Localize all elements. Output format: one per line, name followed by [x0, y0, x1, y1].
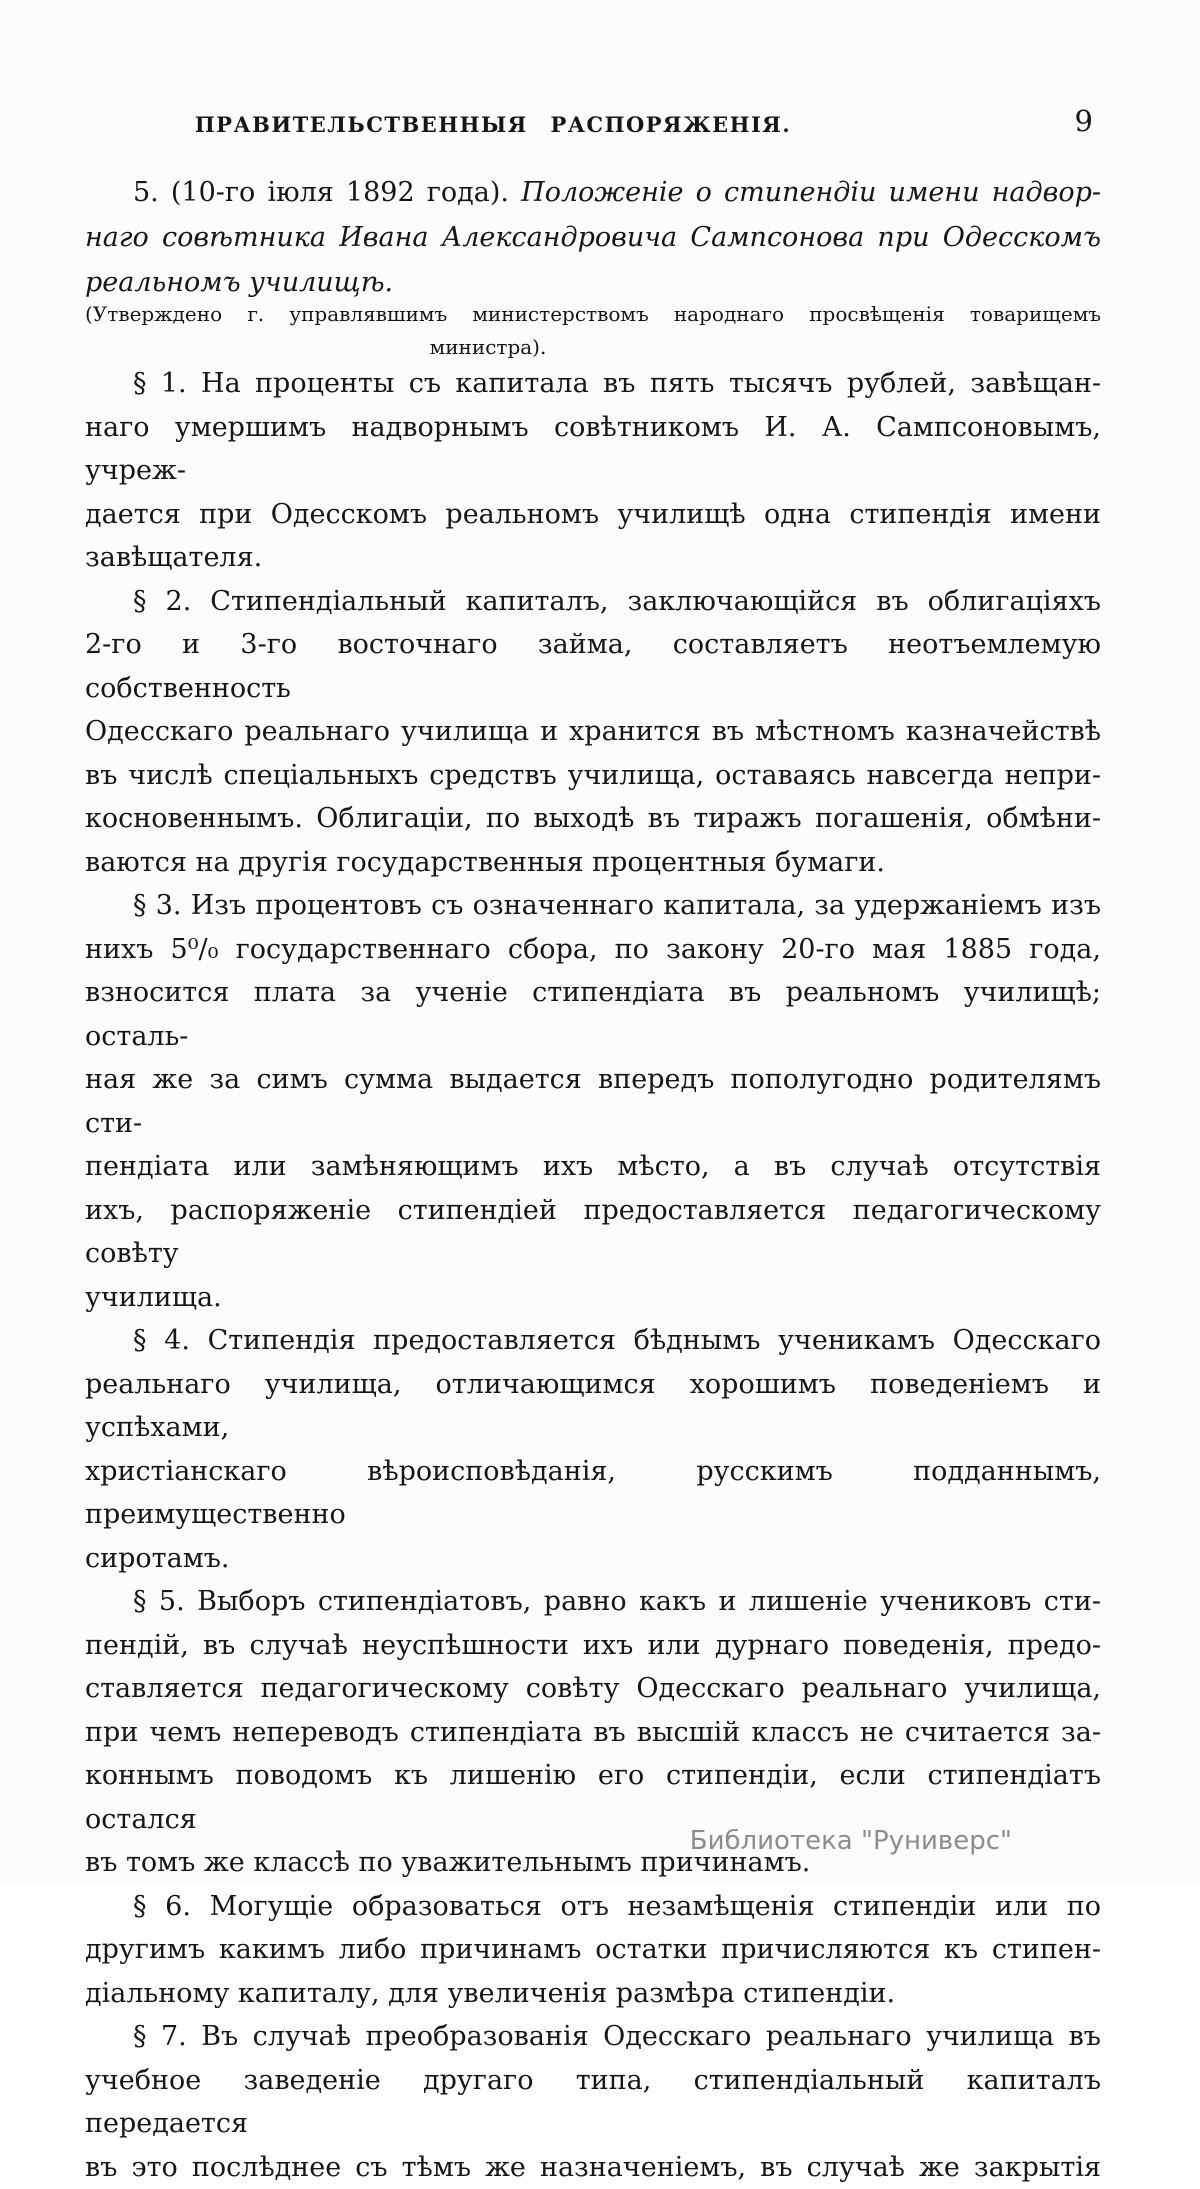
- text-line: дается при Одесскомъ реальномъ училищѣ одна стипендія имени: [85, 493, 1101, 537]
- text-line: реальнаго училища, отличающимся хорошимъ поведеніемъ и успѣхами,: [85, 1363, 1101, 1450]
- text-line: пендіата или замѣняющимъ ихъ мѣсто, а въ случаѣ отсутствія: [85, 1145, 1101, 1189]
- text-line: въ это послѣднее съ тѣмъ же назначеніемъ, въ случаѣ же закрытія: [85, 2146, 1101, 2189]
- text-line: § 1. На проценты съ капитала въ пять тысячъ рублей, завѣщан-: [85, 362, 1101, 406]
- section-paragraph-1: [85, 362, 1101, 580]
- text-line: наго умершимъ надворнымъ совѣтникомъ И. А. Сампсоновымъ, учреж-: [85, 406, 1101, 493]
- document-body: [85, 362, 1101, 2189]
- text-line: ваются на другія государственныя процентныя бумаги.: [85, 841, 1101, 885]
- heading-item-date: 5. (10-го іюля 1892 года).: [133, 177, 521, 208]
- running-header: [85, 110, 1101, 146]
- heading-line: реальномъ училищѣ.: [85, 260, 1101, 305]
- section-paragraph-2: [85, 580, 1101, 885]
- text-line: пендій, въ случаѣ неуспѣшности ихъ или дурнаго поведенія, предо-: [85, 1624, 1101, 1668]
- text-line: § 2. Стипендіальный капиталъ, заключающійся въ облигаціяхъ: [85, 580, 1101, 624]
- text-line: сиротамъ.: [85, 1537, 1101, 1581]
- text-line: нихъ 5⁰/₀ государственнаго сбора, по закону 20-го мая 1885 года,: [85, 928, 1101, 972]
- text-line: въ числѣ спеціальныхъ средствъ училища, оставаясь навсегда непри-: [85, 754, 1101, 798]
- heading-line: наго совѣтника Ивана Александровича Сампсонова при Одесскомъ: [85, 215, 1101, 260]
- text-line: ная же за симъ сумма выдается впередъ пополугодно родителямъ сти-: [85, 1058, 1101, 1145]
- text-line: косновеннымъ. Облигаціи, по выходѣ въ тиражъ погашенія, обмѣни-: [85, 797, 1101, 841]
- text-line: учебное заведеніе другаго типа, стипендіальный капиталъ передается: [85, 2059, 1101, 2146]
- text-line: § 6. Могущіе образоваться отъ незамѣщенія стипендіи или по: [85, 1885, 1101, 1929]
- text-line: Одесскаго реальнаго училища и хранится въ мѣстномъ казначействѣ: [85, 710, 1101, 754]
- text-line: § 7. Въ случаѣ преобразованія Одесскаго реальнаго училища въ: [85, 2015, 1101, 2059]
- text-line: ихъ, распоряженіе стипендіей предоставляется педагогическому совѣту: [85, 1189, 1101, 1276]
- text-line: христіанскаго вѣроисповѣданія, русскимъ подданнымъ, преимущественно: [85, 1450, 1101, 1537]
- text-line: діальному капиталу, для увеличенія размѣра стипендіи.: [85, 1972, 1101, 2016]
- library-watermark: Библиотека "Руниверс": [690, 1826, 1012, 1856]
- text-line: § 3. Изъ процентовъ съ означеннаго капитала, за удержаніемъ изъ: [85, 884, 1101, 928]
- text-line: училища.: [85, 1276, 1101, 1320]
- approval-note: [85, 298, 1101, 364]
- text-line: § 5. Выборъ стипендіатовъ, равно какъ и лишеніе учениковъ сти-: [85, 1580, 1101, 1624]
- text-line: взносится плата за ученіе стипендіата въ реальномъ училищѣ; осталь-: [85, 971, 1101, 1058]
- section-paragraph-3: [85, 884, 1101, 1319]
- note-line: министра).: [85, 331, 1101, 364]
- text-line: ставляется педагогическому совѣту Одесскаго реальнаго училища,: [85, 1667, 1101, 1711]
- text-line: коннымъ поводомъ къ лишенію его стипендіи, если стипендіатъ остался: [85, 1754, 1101, 1841]
- text-line: § 4. Стипендія предоставляется бѣднымъ ученикамъ Одесскаго: [85, 1319, 1101, 1363]
- heading-line: [85, 170, 1101, 215]
- text-line: завѣщателя.: [85, 536, 1101, 580]
- section-paragraph-4: [85, 1319, 1101, 1580]
- running-header-title: ПРАВИТЕЛЬСТВЕННЫЯ РАСПОРЯЖЕНІЯ.: [85, 112, 901, 137]
- text-line: въ томъ же классѣ по уважительнымъ причинамъ.: [85, 1841, 1101, 1885]
- heading-title-start: Положеніе о стипендіи имени надвор-: [521, 177, 1101, 208]
- text-line: 2-го и 3-го восточнаго займа, составляетъ неотъемлемую собственность: [85, 623, 1101, 710]
- note-line: (Утверждено г. управлявшимъ министерствомъ народнаго просвѣщенія товарищемъ: [85, 298, 1101, 331]
- text-line: при чемъ непереводъ стипендіата въ высшій классъ не считается за-: [85, 1711, 1101, 1755]
- section-paragraph-6: [85, 1885, 1101, 2016]
- section-paragraph-7: [85, 2015, 1101, 2189]
- page-number: 9: [1075, 104, 1093, 138]
- text-line: другимъ какимъ либо причинамъ остатки причисляются къ стипен-: [85, 1928, 1101, 1972]
- document-heading: [85, 170, 1101, 305]
